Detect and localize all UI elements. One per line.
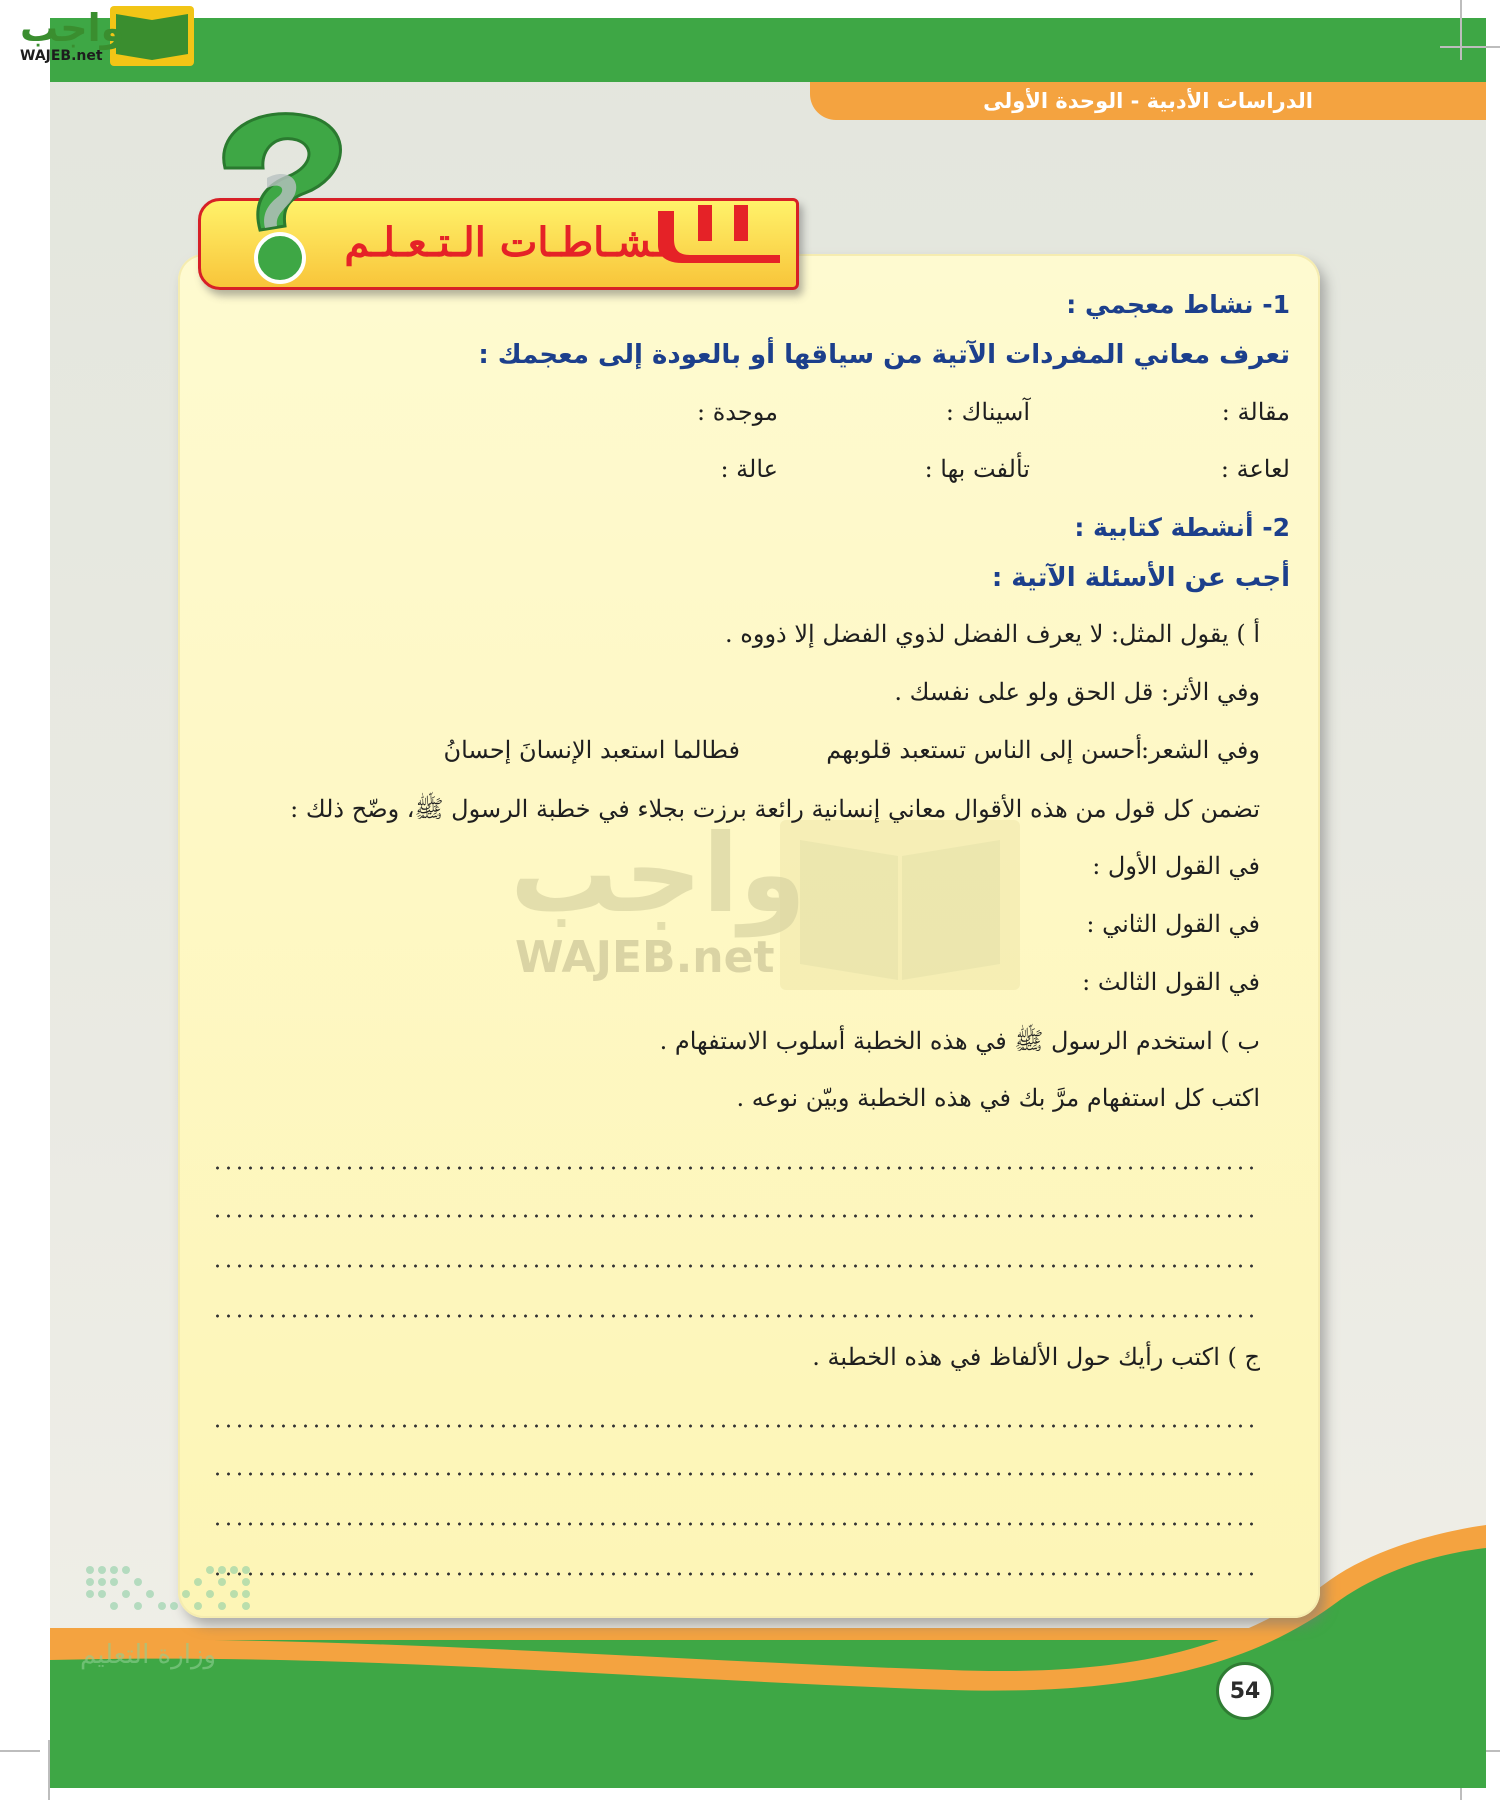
crop-mark bbox=[1440, 46, 1500, 48]
crop-mark bbox=[1460, 0, 1462, 60]
watermark-arabic-text: واجب bbox=[510, 812, 807, 937]
logo-arabic-text: واجب bbox=[20, 6, 125, 50]
question-b-line1: ب ) استخدم الرسول ﷺ في هذه الخطبة أسلوب الاستفهام . bbox=[659, 1027, 1260, 1055]
section2-instruction: أجب عن الأسئلة الآتية : bbox=[991, 563, 1290, 593]
section1-instruction: تعرف معاني المفردات الآتية من سياقها أو بالعودة إلى معجمك : bbox=[478, 340, 1290, 370]
vocab-item: آسيناك : bbox=[945, 398, 1030, 426]
answer-line[interactable] bbox=[212, 1166, 1257, 1170]
question-a-q3: في القول الثالث : bbox=[1082, 968, 1260, 996]
question-c-line1: ج ) اكتب رأيك حول الألفاظ في هذه الخطبة . bbox=[812, 1343, 1260, 1371]
vocab-item: تألفت بها : bbox=[924, 455, 1030, 483]
question-mark-icon bbox=[205, 108, 355, 288]
vocab-item: لعاعة : bbox=[1220, 455, 1290, 483]
question-a-q2: في القول الثاني : bbox=[1086, 910, 1260, 938]
answer-line[interactable] bbox=[212, 1314, 1257, 1318]
poem-intro: وفي الشعر: bbox=[1141, 736, 1260, 764]
vocab-item: عالة : bbox=[720, 455, 778, 483]
ministry-name: وزارة التعليم bbox=[80, 1640, 217, 1670]
section1-heading: 1- نشاط معجمي : bbox=[1066, 290, 1290, 319]
poem-hemistich-1: أحسن إلى الناس تستعبد قلوبهم bbox=[826, 736, 1142, 764]
answer-line[interactable] bbox=[212, 1264, 1257, 1268]
answer-line[interactable] bbox=[212, 1214, 1257, 1218]
vocab-item: موجدة : bbox=[697, 398, 778, 426]
top-green-band bbox=[50, 18, 1486, 82]
answer-line[interactable] bbox=[212, 1472, 1257, 1476]
ministry-logo-icon bbox=[80, 1560, 280, 1630]
page-number bbox=[1216, 1662, 1274, 1720]
banner-title: نـشـاطـات الـتـعـلـم bbox=[344, 218, 676, 266]
unit-header-title: الدراسات الأدبية - الوحدة الأولى bbox=[983, 89, 1313, 113]
answer-line[interactable] bbox=[212, 1424, 1257, 1428]
crop-mark bbox=[0, 1750, 40, 1752]
question-a-line1: أ ) يقول المثل: لا يعرف الفضل لذوي الفضل إلا ذووه . bbox=[725, 620, 1260, 648]
answer-line[interactable] bbox=[212, 1522, 1257, 1526]
poem-hemistich-2: فطالما استعبد الإنسانَ إحسانُ bbox=[443, 736, 740, 764]
vocab-item: مقالة : bbox=[1221, 398, 1290, 426]
question-a-task: تضمن كل قول من هذه الأقوال معاني إنسانية رائعة برزت بجلاء في خطبة الرسول ﷺ، وضّح ذلك : bbox=[290, 795, 1260, 823]
question-b-line2: اكتب كل استفهام مرَّ بك في هذه الخطبة وبيّن نوعه . bbox=[736, 1084, 1260, 1112]
wajeb-logo bbox=[6, 4, 196, 68]
unit-header bbox=[810, 82, 1486, 120]
section2-heading: 2- أنشطة كتابية : bbox=[1074, 513, 1290, 542]
watermark-english-text: WAJEB.net bbox=[515, 932, 775, 983]
page-number-text: 54 bbox=[1229, 1678, 1261, 1704]
logo-english-text: WAJEB.net bbox=[20, 48, 103, 64]
question-a-line2: وفي الأثر: قل الحق ولو على نفسك . bbox=[894, 678, 1260, 706]
answer-line[interactable] bbox=[212, 1572, 1257, 1576]
question-a-q1: في القول الأول : bbox=[1092, 852, 1260, 880]
